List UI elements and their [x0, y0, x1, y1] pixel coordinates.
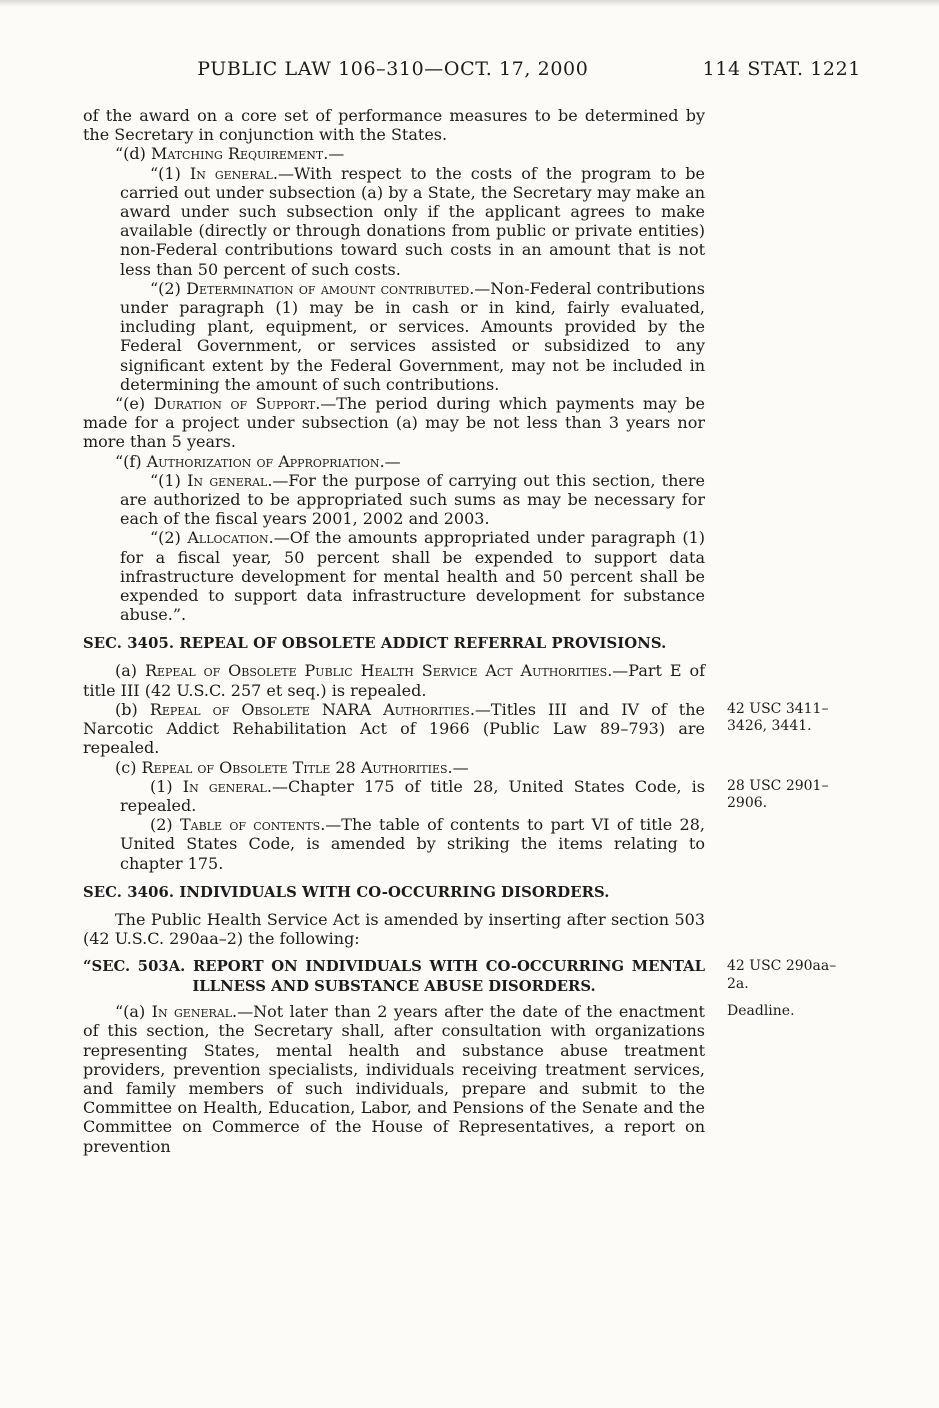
margin-note — [727, 1002, 861, 1021]
small-caps-label: Allocation — [187, 528, 269, 548]
margin-note — [727, 777, 861, 813]
paragraph-row — [83, 394, 861, 452]
margin-note-line: Deadline. — [727, 1003, 795, 1020]
paragraph-text — [120, 777, 705, 815]
small-caps-label: Repeal of Obsolete Title 28 Authorities — [141, 757, 448, 777]
body-text-run: .—Part E of title III (42 U.S.C. 257 et seq.) is repealed. — [83, 661, 706, 700]
body-text-run: .—For the purpose of carrying out this section, there are authorized to be appropriated such sums as may be necessary for each of the fiscal years 2001, 2002 and 2003. — [120, 470, 705, 529]
small-caps-label: Table of contents — [179, 815, 321, 835]
margin-note — [727, 634, 861, 635]
margin-note — [727, 144, 861, 145]
paragraph-text — [120, 528, 705, 624]
paragraph-text — [120, 471, 705, 529]
margin-note-line: 2a. — [727, 975, 749, 992]
small-caps-label: Authorization of Appropriation — [146, 451, 380, 471]
body-text-run: .— — [323, 144, 345, 164]
paragraph-row — [83, 700, 861, 758]
margin-note — [727, 815, 861, 816]
body-text-run: .—The table of contents to part VI of title 28, United States Code, is amended by striking the items relating to chapter 175. — [120, 815, 706, 873]
margin-note — [727, 700, 861, 736]
quoted-section-heading — [83, 957, 705, 996]
paragraph-text — [83, 394, 705, 452]
margin-note — [727, 164, 861, 165]
document-body — [83, 106, 861, 1156]
small-caps-label: Repeal of Obsolete NARA Authorities — [149, 699, 470, 719]
margin-note — [727, 661, 861, 662]
paragraph-row — [83, 758, 861, 777]
body-text-run: .— — [447, 757, 469, 777]
body-text-run: .—With respect to the costs of the program to be carried out under subsection (a) by a State, the Secretary may make an award under such subsection only if the applicant agrees to make available (directly or through donations from public or private entities) non-Federal contributions toward such costs in an amount that is not less than 50 percent of such costs. — [120, 163, 705, 279]
paragraph-row — [83, 279, 861, 394]
margin-note — [727, 883, 861, 884]
body-text-run: (b) — [115, 699, 150, 719]
small-caps-label: Determination of amount contributed — [186, 278, 470, 298]
small-caps-label: Repeal of Obsolete Public Health Service Act Authorities — [144, 661, 608, 681]
margin-note — [727, 758, 861, 759]
body-text-run: (a) — [115, 661, 145, 681]
quoted-section-heading-line: “SEC. 503A. REPORT ON INDIVIDUALS WITH CO-OCCURRING MENTAL — [83, 958, 705, 976]
paragraph-row — [83, 910, 861, 948]
paragraph-row — [83, 471, 861, 529]
small-caps-label: In general — [182, 776, 267, 796]
body-text-run: .—Non-Federal contributions under paragraph (1) may be in cash or in kind, fairly evaluated, including plant, equipment, or services. Amounts provided by the Federal Government, or services assisted or subsidized to any significant extent by the Federal Government, may not be included in determining the amount of such contributions. — [120, 278, 705, 394]
margin-note — [727, 279, 861, 280]
paragraph-row — [83, 452, 861, 471]
small-caps-label: In general — [151, 1002, 233, 1022]
page-header — [83, 58, 861, 80]
margin-note-line: 3426, 3441. — [727, 718, 812, 735]
paragraph-text — [120, 279, 705, 394]
paragraph-row — [83, 164, 861, 279]
margin-note-line: 28 USC 2901– — [727, 777, 829, 794]
running-head-law-title: PUBLIC LAW 106–310—OCT. 17, 2000 — [197, 58, 589, 80]
margin-note — [727, 957, 861, 993]
paragraph-text — [120, 815, 705, 873]
margin-note-line: 42 USC 3411– — [727, 700, 829, 717]
running-head-stat-citation: 114 STAT. 1221 — [702, 58, 861, 80]
body-text-run: .—Not later than 2 years after the date of the enactment of this section, the Secretary shall, after consultation with organizations representing States, mental health and substance abuse treatment providers, prevention specialists, individuals receiving treatment services, and family members of such individuals, prepare and submit to the Committee on Health, Education, Labor, and Pensions of the Senate and the Committee on Commerce of the House of Representatives, a report on prevention — [83, 1002, 705, 1156]
paragraph-row — [83, 815, 861, 873]
body-text-run: .—Titles III and IV of the Narcotic Addict Rehabilitation Act of 1966 (Public Law 89–793) are repealed. — [83, 699, 706, 758]
paragraph-text — [83, 661, 705, 699]
margin-note-line: 42 USC 290aa– — [727, 958, 837, 975]
margin-note — [727, 471, 861, 472]
margin-note — [727, 106, 861, 107]
small-caps-label: In general — [189, 163, 273, 183]
body-text-run: .—Chapter 175 of title 28, United States Code, is repealed. — [120, 776, 705, 815]
body-text-run: of the award on a core set of performance measures to be determined by the Secretary in conjunction with the States. — [83, 106, 705, 145]
small-caps-label: Matching Requirement — [151, 144, 324, 164]
margin-note — [727, 910, 861, 911]
body-text-run: “(a) — [115, 1002, 152, 1022]
section-heading-row — [83, 634, 861, 653]
small-caps-label: In general — [187, 470, 268, 490]
section-heading: SEC. 3406. INDIVIDUALS WITH CO-OCCURRING DISORDERS. — [83, 883, 610, 901]
body-text-run: .— — [379, 451, 401, 471]
section-heading-row — [83, 957, 861, 996]
margin-note — [727, 528, 861, 529]
section-heading-row — [83, 883, 861, 902]
margin-note — [727, 452, 861, 453]
paragraph-row — [83, 144, 861, 163]
paragraph-text — [83, 1002, 705, 1156]
paragraph-text — [83, 910, 705, 948]
body-text-run: .—Of the amounts appropriated under paragraph (1) for a fiscal year, 50 percent shall be expended to support data infrastructure development for mental health and 50 percent shall be expended to support data infrastructure development for substance abuse.”. — [120, 528, 705, 625]
margin-note — [727, 394, 861, 395]
section-heading: SEC. 3405. REPEAL OF OBSOLETE ADDICT REFERRAL PROVISIONS. — [83, 635, 667, 653]
paragraph-text — [120, 164, 705, 279]
paragraph-text — [83, 452, 705, 471]
body-text-run: “(2) — [150, 278, 187, 298]
paragraph-row — [83, 661, 861, 699]
paragraph-row — [83, 777, 861, 815]
paragraph-row — [83, 1002, 861, 1156]
body-text-run: “(f) — [115, 451, 147, 471]
body-text-run: (1) — [150, 776, 183, 796]
body-text-run: (2) — [150, 815, 180, 835]
body-text-run: .—The period during which payments may be made for a project under subsection (a) may be not less than 3 years nor more than 5 years. — [83, 394, 705, 452]
paragraph-text — [83, 758, 705, 777]
body-text-run: “(d) — [115, 144, 151, 164]
body-text-run: “(1) — [150, 470, 188, 490]
small-caps-label: Duration of Support — [153, 394, 316, 414]
margin-note-line: 2906. — [727, 795, 768, 812]
body-text-run: (c) — [115, 757, 142, 777]
paragraph-text — [83, 144, 705, 163]
paragraph-row — [83, 528, 861, 624]
paragraph-text — [83, 106, 705, 144]
body-text-run: “(1) — [150, 163, 190, 183]
body-text-run: “(e) — [115, 394, 154, 414]
body-text-run: “(2) — [150, 528, 188, 548]
quoted-section-heading-line: ILLNESS AND SUBSTANCE ABUSE DISORDERS. — [192, 977, 596, 995]
paragraph-row — [83, 106, 861, 144]
paragraph-text — [83, 700, 705, 758]
body-text-run: The Public Health Service Act is amended by inserting after section 503 (42 U.S.C. 290aa–2) the following: — [83, 909, 705, 948]
